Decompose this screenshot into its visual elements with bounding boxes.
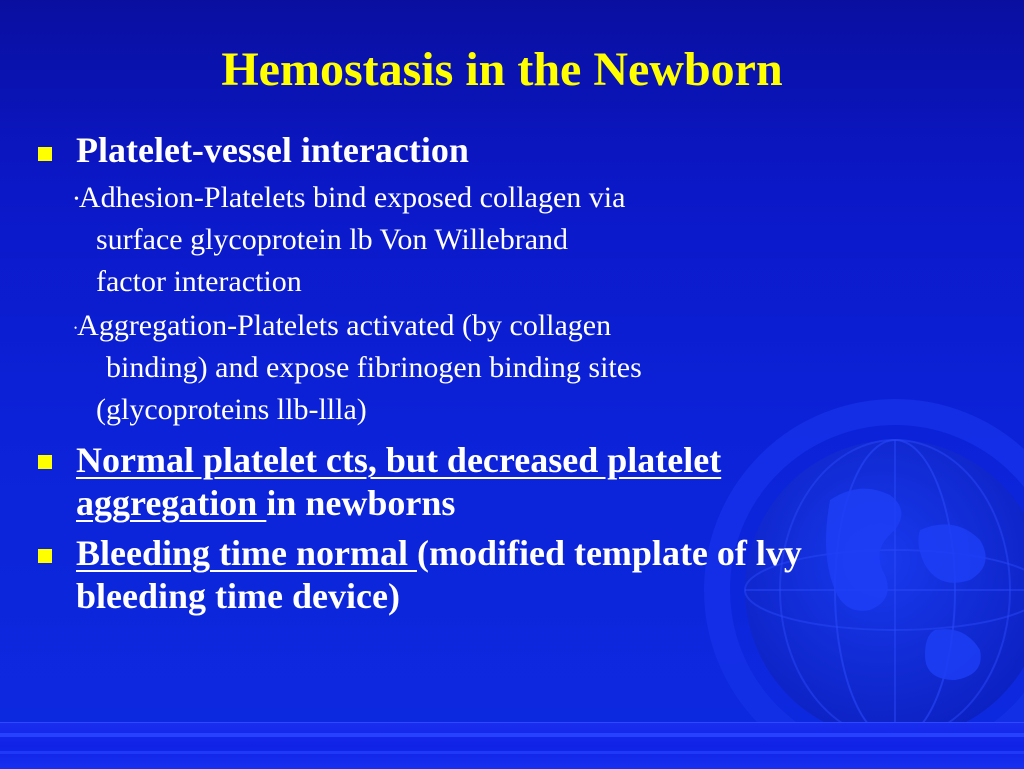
- sub-bullet-aggregation: [74, 306, 611, 348]
- sub-bullet-line: factor interaction: [96, 265, 302, 298]
- underlined-text: Bleeding time normal: [76, 533, 417, 573]
- sub-bullet-marker: •: [74, 323, 78, 334]
- underlined-text: Normal platelet cts, but decreased platelet: [76, 440, 722, 480]
- bullet-platelet-counts-cont: [76, 481, 455, 525]
- bullet-marker: [38, 549, 52, 563]
- bullet-bleeding-time: [76, 531, 802, 575]
- sub-bullet-line: (glycoproteins llb-llla): [96, 393, 367, 426]
- bullet-bleeding-time-cont: bleeding time device): [76, 576, 400, 616]
- sub-bullet-line: surface glycoprotein lb Von Willebrand: [96, 223, 569, 256]
- bullet-marker: [38, 455, 52, 469]
- sub-bullet-adhesion: [74, 178, 625, 220]
- bullet-heading: Platelet-vessel interaction: [76, 130, 469, 170]
- sub-bullet-line: Adhesion-Platelets bind exposed collagen via: [78, 181, 626, 214]
- underlined-text: aggregation: [76, 483, 267, 523]
- plain-text: in newborns: [266, 483, 456, 523]
- slide-title: Hemostasis in the Newborn: [221, 43, 783, 96]
- plain-text: (modified template of lvy: [416, 533, 802, 573]
- sub-bullet-line: binding) and expose fibrinogen binding sites: [106, 351, 642, 384]
- bullet-platelet-counts: [76, 438, 721, 482]
- sub-bullet-line: Aggregation-Platelets activated (by collagen: [77, 309, 612, 342]
- bullet-marker: [38, 147, 52, 161]
- sub-bullet-marker: •: [74, 192, 79, 208]
